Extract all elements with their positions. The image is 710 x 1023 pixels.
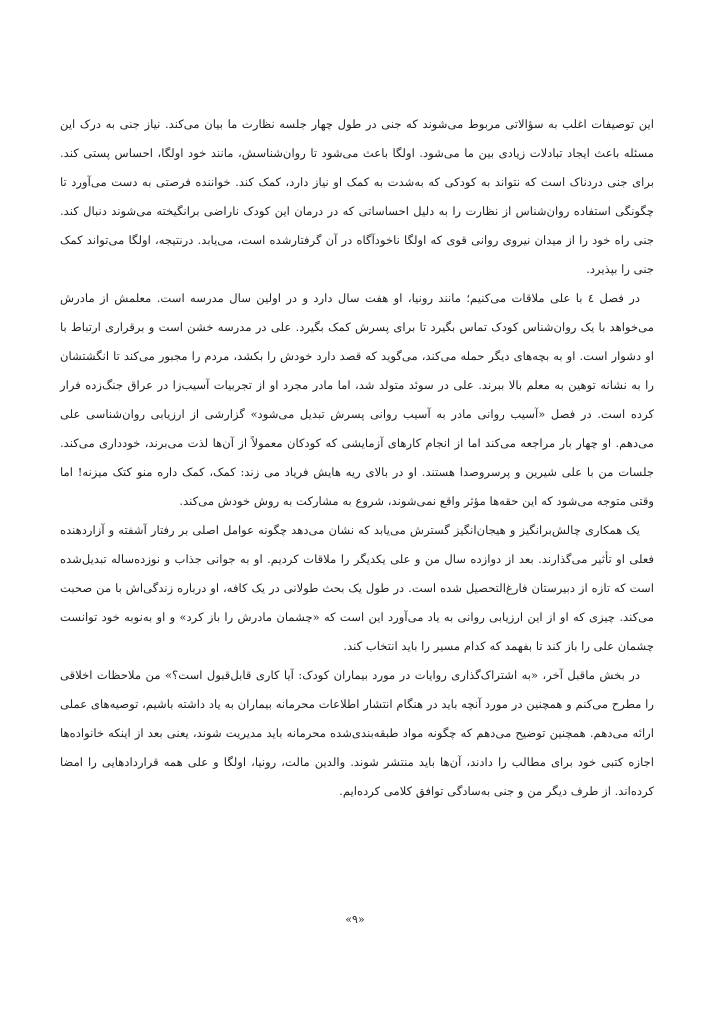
paragraph-2: در فصل ٤ با علی ملاقات می‌کنیم؛ مانند رونیا، او هفت سال دارد و در اولین سال مدرسه است. معلمش از مادرش می‌خواهد با یک روان‌شناس کودک تماس بگیرد تا برای پسرش کمک بگیرد. علی در مدرسه خشن است و برقراری ارتباط با او دشوار است. او به بچه‌های دیگر حمله می‌کند، می‌گوید که قصد دارد خودش را بکشد، مردم را مجبور می‌کند تا انگشتشان را به نشانه توهین به معلم بالا ببرند. علی در سوئد متولد شد، اما مادر مجرد او از تجربیات آسیب‌زا در عراق جنگ‌زده فرار کرده است. در فصل «آسیب روانی مادر به آسیب روانی پسرش تبدیل می‌شود» گزارشی از ارزیابی روان‌شناسی علی می‌دهم. او چهار بار مراجعه می‌کند اما از انجام کارهای آزمایشی که کودکان معمولاً از آن‌ها لذت می‌برند، خودداری می‌کند. جلسات من با علی شیرین و پرسروصدا هستند. او در بالای ریه هایش فریاد می زند: کمک، کمک داره منو کتک میزنه! اما وقتی متوجه می‌شود که این حقه‌ها مؤثر واقع نمی‌شوند، شروع به مشارکت به روش خودش می‌کند. [60,291,654,508]
page-number: «٩» [345,913,365,926]
paragraph-1: این توصیفات اغلب به سؤالاتی مربوط می‌شوند که جنی در طول چهار جلسه نظارت ما بیان می‌کند. نیاز جنی به درک این مسئله باعث ایجاد تبادلات زیادی بین ما می‌شود. اولگا باعث می‌شود تا روان‌شناسش، مانند خود اولگا، احساس پستی کند. برای جنی دردناک است که نتواند به کودکی که به‌شدت به کمک او نیاز دارد، کمک کند. خواننده فرصتی به دست می‌آورد تا چگونگی استفاده روان‌شناس از نظارت را به دلیل احساساتی که در درمان این کودک ناراضی برانگیخته می‌شوند دنبال کند. جنی راه خود را از میدان نیروی روانی قوی که اولگا ناخودآگاه در آن گرفتارشده است، می‌یابد. درنتیجه، اولگا می‌تواند کمک جنی را بپذیرد. [60,117,654,276]
paragraph-3: یک همکاری چالش‌برانگیز و هیجان‌انگیز گسترش می‌یابد که نشان می‌دهد چگونه عوامل اصلی بر رفتار آشفته و آزاردهنده فعلی او تأثیر می‌گذارند. بعد از دوازده سال من و علی یکدیگر را ملاقات کردیم. او به جوانی جذاب و نوزده‌ساله تبدیل‌شده است که تازه از دبیرستان فارغ‌التحصیل شده است. در طول یک بحث طولانی در یک کافه، او درباره زندگی‌اش با من صحبت می‌کند. چیزی که او از این ارزیابی روانی به یاد می‌آورد این است که «چشمان مادرش را باز کرد» و او به‌نوبه خود توانست چشمان علی را باز کند تا بفهمد که کدام مسیر را باید انتخاب کند. [60,523,654,653]
body-text [60,110,654,806]
paragraph-4: در بخش ماقبل آخر، «به اشتراک‌گذاری روایات در مورد بیماران کودک: آیا کاری قابل‌قبول است؟» من ملاحظات اخلاقی را مطرح می‌کنم و همچنین در مورد آنچه باید در هنگام انتشار اطلاعات محرمانه بیماران به یاد داشته باشیم، توصیه‌های عملی ارائه می‌دهم. همچنین توضیح می‌دهم که چگونه مواد طبقه‌بندی‌شده محرمانه باید مدیریت شوند، یعنی بعد از اینکه خانواده‌ها اجازه کتبی خود برای مطالب را دادند، آن‌ها باید منتشر شوند. والدین مالت، رونیا، اولگا و علی همه قراردادهایی را امضا کرده‌اند. از طرف دیگر من و جنی به‌سادگی توافق کلامی کرده‌ایم. [60,668,654,798]
